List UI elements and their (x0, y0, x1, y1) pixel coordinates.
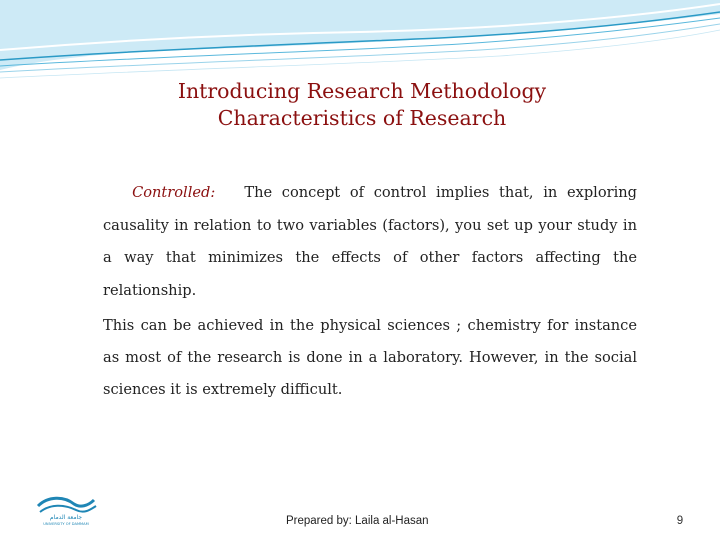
logo-english-text: UNIVERSITY OF DAMMAM (43, 522, 89, 526)
header-wave-decoration (0, 0, 720, 90)
paragraph-controlled (103, 177, 637, 307)
controlled-label: Controlled: (132, 184, 216, 201)
university-logo (34, 490, 98, 526)
title-line-2: Characteristics of Research (217, 106, 507, 130)
footer-prepared-by: Prepared by: Laila al-Hasan (286, 515, 429, 527)
logo-arabic-text: جامعة الدمام (49, 514, 83, 521)
paragraph-physical-sciences: This can be achieved in the physical sciences ; chemistry for instance as most of the research is done in a laboratory. However, in the social sciences it is extremely difficult. (103, 317, 637, 398)
slide-title (0, 78, 720, 132)
controlled-text: The concept of control implies that, in exploring causality in relation to two variables (factors), you set up your study in a way that minimizes the effects of other factors affecting the relationship. (103, 184, 638, 299)
title-line-1: Introducing Research Methodology (177, 79, 547, 103)
page-number: 9 (676, 515, 684, 527)
